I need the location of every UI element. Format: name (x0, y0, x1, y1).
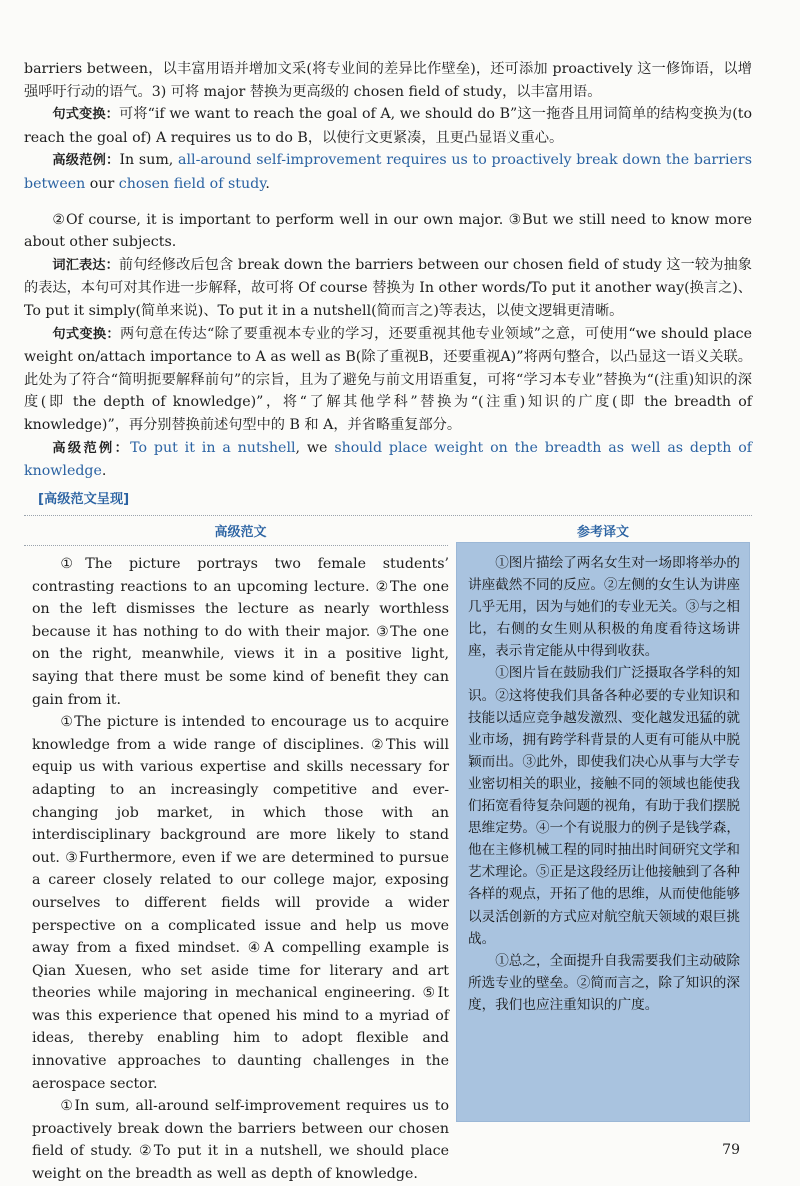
advanced-example-paragraph (24, 149, 752, 195)
reference-translation (456, 542, 750, 1122)
example-highlight: To put it in a nutshell (130, 439, 296, 456)
label-vocabulary: 词汇表达： (52, 257, 119, 273)
vocabulary-text: 前句经修改后包含 break down the barriers between our chosen field of study 这一较为抽象的表达，本句可对其作进一步解释，故可将 Of course 替换为 In other words/To put it another way(换言之)、To put it simply(简单来说)、To put it in a nutshell(简而言之)等表达，以使文逻辑更清晰。 (24, 256, 752, 319)
label-advanced-example-2: 高级范例： (52, 440, 131, 456)
column-header-divider (24, 545, 448, 546)
section-heading-row (24, 488, 752, 512)
label-advanced-example: 高级范例： (52, 153, 120, 169)
sentence-transform-paragraph-2 (24, 323, 752, 437)
label-sentence-transform-2: 句式变换： (52, 326, 120, 342)
translation-paragraph-3: ①总之，全面提升自我需要我们主动破除所选专业的壁垒。②简而言之，除了知识的深度，我们也应注重知识的广度。 (468, 952, 740, 1013)
vocabulary-paragraph (24, 254, 752, 323)
translation-paragraph-1: ①图片描绘了两名女生对一场即将举办的讲座截然不同的反应。②左侧的女生认为讲座几乎无用，因为与她们的专业无关。③与之相比，右侧的女生则从积极的角度看待这场讲座，表示肯定能从中得到收获。 (468, 555, 740, 660)
example-text: . (101, 463, 107, 480)
section-divider (24, 515, 752, 516)
essay-paragraph-3: ①In sum, all-around self-improvement requires us to proactively break down the barriers between our chosen field of study. ②To put it in a nutshell, we should place weight on the breadth as well as depth of knowledge. (32, 1098, 449, 1183)
essay-paragraph-1: ①The picture portrays two female students’ contrasting reactions to an upcoming lecture. ②The one on the left dismisses the lecture as nearly worthless because it has nothing to do with their major. ③The one on the right, meanwhile, views it in a positive light, saying that there must be some kind of benefit they can gain from it. (32, 556, 449, 708)
example-highlight: chosen field of study (118, 175, 266, 192)
page-number: 79 (722, 1142, 740, 1158)
sentence-transform-text-2: 两句意在传达“除了要重视本专业的学习，还要重视其他专业领域”之意，可使用“we should place weight on/attach importance to A as well as B(除了重视B，还要重视A)”将两句整合，以凸显这一语义关联。此处为了符合“简明扼要解释前句”的宗旨，且为了避免与前文用语重复，可将“学习本专业”替换为“(注重)知识的深度(即 the depth of knowledge)”，将“了解其他学科”替换为“(注重)知识的广度(即 the breadth of knowledge)”，再分别替换前述句型中的 B 和 A，并省略重复部分。 (24, 325, 752, 433)
example-highlight: all-around self-improvement requires us to proactively break down the barriers between (24, 152, 752, 192)
model-essay (32, 553, 449, 1186)
analysis-paragraph: barriers between，以丰富用语并增加文采(将专业间的差异比作壁垒)，还可添加 proactively 这一修饰语，以增强呼吁行动的语气。3) 可将 major 替换为更高级的 chosen field of study，以丰富用语。 (24, 61, 752, 100)
advanced-example-paragraph-2 (24, 437, 752, 483)
original-sentences: ②Of course, it is important to perform well in our own major. ③But we still need to know more about other subjects. (24, 211, 752, 251)
example-text: . (265, 175, 270, 192)
essay-column-title: 高级范文 (214, 525, 267, 540)
example-text: , we (295, 439, 335, 456)
example-highlight: should place weight on the breadth as well as depth of knowledge (24, 439, 752, 480)
essay-paragraph-2: ①The picture is intended to encourage us to acquire knowledge from a wide range of disciplines. ②This will equip us with various expertise and skills necessary for adapting to an increasingly competitive and ever-changing job market, in which those with an interdisciplinary background are more likely to stand out. ③Furthermore, even if we are determined to pursue a career closely related to our college major, exposing ourselves to different fields will provide a wider perspective on a complicated issue and help us move away from a fixed mindset. ④A compelling example is Qian Xuesen, who set aside time for literary and art theories while majoring in mechanical engineering. ⑤It was this experience that opened his mind to a myriad of ideas, thereby enabling him to adopt flexible and innovative approaches to daunting challenges in the aerospace sector. (32, 714, 449, 1092)
sentence-transform-paragraph (24, 103, 752, 149)
sentence-transform-text: 可将“if we want to reach the goal of A, we should do B”这一拖沓且用词简单的结构变换为(to reach the goal of) A requires us to do B，以使行文更紧凑，且更凸显语义重心。 (24, 106, 753, 146)
translation-paragraph-2: ①图片旨在鼓励我们广泛摄取各学科的知识。②这将使我们具备各种必要的专业知识和技能以适应竞争越发激烈、变化越发迅猛的就业市场，拥有跨学科背景的人更有可能从中脱颖而出。③此外，即使我们决心从事与大学专业密切相关的职业，接触不同的领域也能使我们拓宽看待复杂问题的视角，有助于我们摆脱思维定势。④一个有说服力的例子是钱学森，他在主修机械工程的同时抽出时间研究文学和艺术理论。⑤正是这段经历让他接触到了各种各样的观点，开拓了他的思维，从而使他能够以灵活创新的方式应对航空航天领域的艰巨挑战。 (468, 665, 740, 947)
translation-column-title: 参考译文 (576, 525, 629, 540)
example-text: In sum, (119, 152, 179, 169)
label-sentence-transform: 句式变换： (52, 107, 119, 123)
section-heading: [高级范文呈现] (38, 491, 130, 507)
example-text: our (85, 175, 119, 192)
analysis-section (24, 58, 752, 511)
